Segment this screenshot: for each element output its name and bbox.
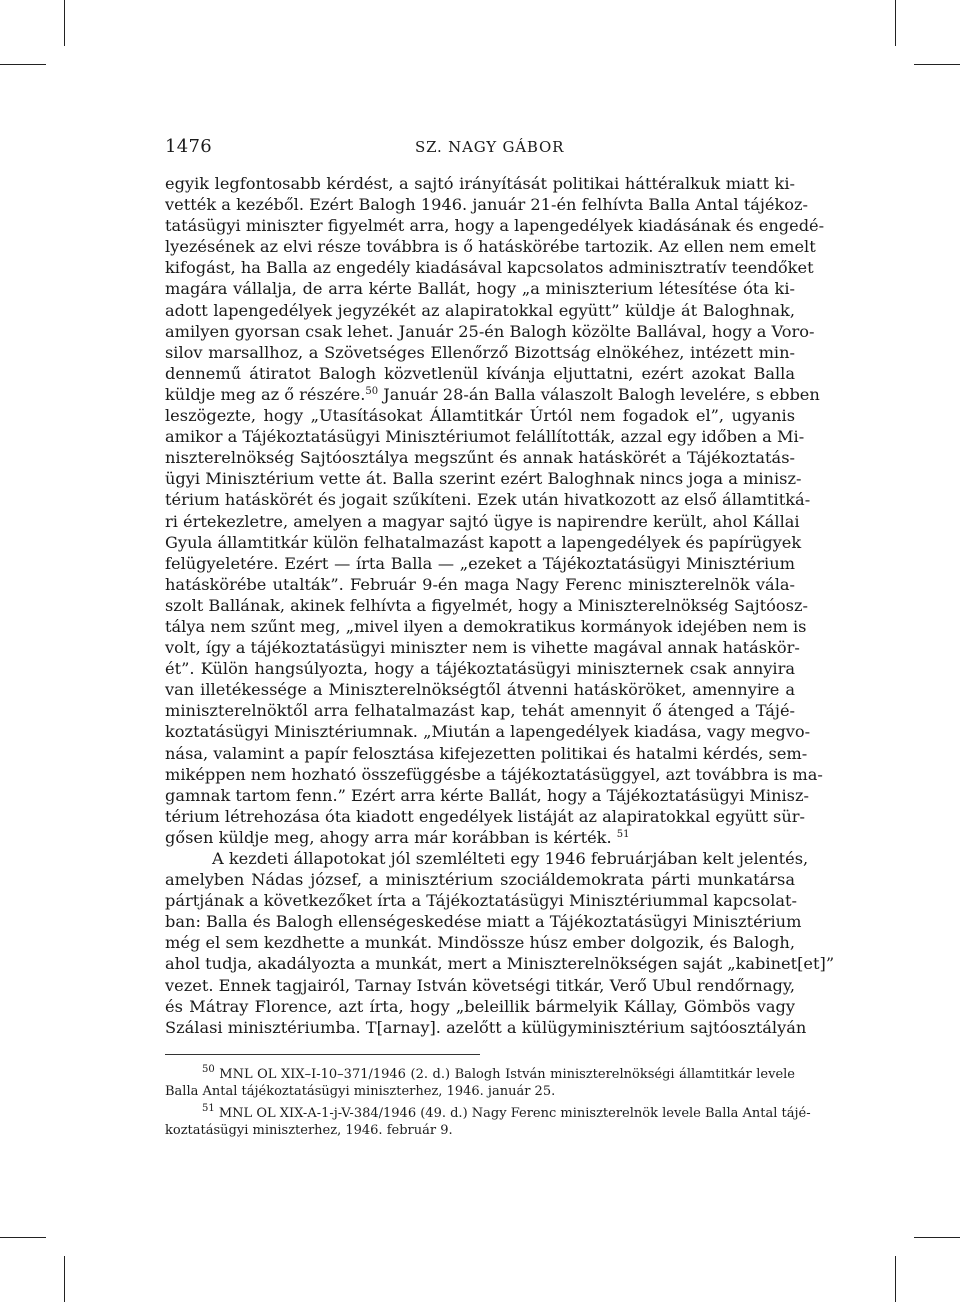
footnotes bbox=[165, 1064, 811, 1139]
body-line: koztatásügyi Minisztériumnak. „Miután a lapengedélyek kiadása, vagy megvo- bbox=[165, 722, 811, 742]
crop-mark-bottom-right-vertical bbox=[895, 1256, 896, 1302]
body-line: volt, így a tájékoztatásügyi miniszter nem is vihette magával annak hatáskör- bbox=[165, 638, 800, 658]
footnote-51-line-2: koztatásügyi miniszterhez, 1946. február 9. bbox=[165, 1123, 453, 1138]
body-line: ahol tudja, akadályozta a munkát, mert a Miniszterelnökségen saját „kabinet[et]” bbox=[165, 954, 835, 974]
body-line: tálya nem szűnt meg, „mivel ilyen a demokratikus kormányok idejében nem is bbox=[165, 616, 807, 636]
running-head: SZ. NAGY GÁBOR bbox=[415, 138, 565, 156]
body-line: ban: Balla és Balogh ellenségeskedése miatt a Tájékoztatásügyi Minisztérium bbox=[165, 912, 802, 932]
crop-mark-bottom-right-horizontal bbox=[914, 1237, 960, 1238]
body-line: felügyeletére. Ezért — írta Balla — „ezeket a Tájékoztatásügyi Minisztérium bbox=[165, 553, 795, 573]
body-line: még el sem kezdhette a munkát. Mindössze húsz ember dolgozik, és Balogh, bbox=[165, 933, 795, 953]
body-line: van illetékessége a Miniszterelnökségtől átvenni hatásköröket, amennyire a bbox=[165, 680, 795, 700]
body-line: niszterelnökség Sajtóosztálya megszűnt és annak hatáskörét a Tájékoztatás- bbox=[165, 448, 795, 468]
footnote-ref-50[interactable]: 50 bbox=[365, 385, 379, 397]
body-line-footnote-ref-51 bbox=[165, 827, 795, 848]
body-line-footnote-ref-50 bbox=[165, 384, 820, 405]
body-line: dennemű átiratot Balogh közvetlenül kívánja eljuttatni, ezért azokat Balla bbox=[165, 363, 795, 383]
body-line: szolt Ballának, akinek felhívta a figyelmét, hogy a Miniszterelnökség Sajtóosz- bbox=[165, 595, 808, 615]
body-line: adott lapengedélyek jegyzékét az alapiratokkal együtt” küldje át Baloghnak, bbox=[165, 300, 795, 320]
body-line-fragment: küldje meg az ő részére. bbox=[165, 384, 366, 404]
body-line: miniszterelnöktől arra felhatalmazást kap, tehát amennyit ő átenged a Tájé- bbox=[165, 701, 795, 721]
footnote-50-text-1: MNL OL XIX–I-10–371/1946 (2. d.) Balogh István miniszterelnökségi államtitkár levele bbox=[214, 1067, 795, 1082]
body-line: ri értekezletre, amelyen a magyar sajtó ügye is napirendre került, ahol Kállai bbox=[165, 511, 800, 531]
body-line: ét”. Külön hangsúlyozta, hogy a tájékoztatásügyi miniszternek csak annyira bbox=[165, 659, 795, 679]
crop-mark-bottom-left-vertical bbox=[64, 1256, 65, 1302]
body-line: nása, valamint a papír felosztása kifejezetten politikai és hatalmi kérdés, sem- bbox=[165, 743, 808, 763]
crop-mark-bottom-left-horizontal bbox=[0, 1237, 46, 1238]
body-line: lyezésének az elvi része továbbra is ő hatáskörébe tartozik. Az ellen nem emelt bbox=[165, 237, 816, 257]
crop-mark-top-right-vertical bbox=[895, 0, 896, 46]
footnote-separator bbox=[165, 1054, 480, 1055]
body-line: egyik legfontosabb kérdést, a sajtó irányítását politikai háttéralkuk miatt ki- bbox=[165, 174, 795, 193]
body-line: magára vállalja, de arra kérte Ballát, hogy „a miniszterium létesítése óta ki- bbox=[165, 279, 795, 299]
crop-mark-top-left-vertical bbox=[64, 0, 65, 46]
page-number: 1476 bbox=[165, 136, 213, 157]
body-line-fragment: Január 28-án Balla válaszolt Balogh levelére, s ebben bbox=[378, 384, 820, 404]
body-line: amelyben Nádas józsef, a minisztérium szociáldemokrata párti munkatársa bbox=[165, 870, 795, 890]
footnote-51-line-1 bbox=[165, 1103, 811, 1122]
body-line: pártjának a következőket írta a Tájékoztatásügyi Minisztériummal kapcsolat- bbox=[165, 891, 798, 911]
body-line: amilyen gyorsan csak lehet. Január 25-én Balogh közölte Ballával, hogy a Voro- bbox=[165, 321, 815, 341]
body-line: A kezdeti állapotokat jól szemlélteti egy 1946 februárjában kelt jelentés, bbox=[212, 849, 809, 868]
body-line: vezet. Ennek tagjairól, Tarnay István követségi titkár, Verő Ubul rendőrnagy, bbox=[165, 975, 795, 995]
footnote-50-line-1 bbox=[165, 1066, 795, 1083]
body-line: Gyula államtitkár külön felhatalmazást kapott a lapengedélyek és papírügyek bbox=[165, 532, 802, 552]
body-line: Szálasi minisztériumba. T[arnay]. azelőtt a külügyminisztérium sajtóosztályán bbox=[165, 1017, 807, 1037]
body-line: és Mátray Florence, azt írta, hogy „beleillik bármelyik Kállay, Gömbös vagy bbox=[165, 996, 795, 1016]
body-line: hatáskörébe utalták”. Február 9-én maga Nagy Ferenc miniszterelnök vála- bbox=[165, 574, 795, 594]
footnote-ref-51[interactable]: 51 bbox=[616, 828, 630, 840]
body-line: miképpen nem hozható összefüggésbe a tájékoztatásüggyel, azt továbbra is ma- bbox=[165, 764, 823, 784]
footnote-51-text-1: MNL OL XIX-A-1-j-V-384/1946 (49. d.) Nagy Ferenc miniszterelnök levele Balla Antal tájé- bbox=[214, 1106, 811, 1121]
body-line: térium hatáskörét és jogait szűkíteni. Ezek után hivatkozott az első államtitká- bbox=[165, 490, 811, 510]
body-text bbox=[165, 173, 835, 1038]
body-line: tatásügyi miniszter figyelmét arra, hogy a lapengedélyek kiadásának és engedé- bbox=[165, 216, 825, 236]
body-line: kifogást, ha Balla az engedély kiadásával kapcsolatos adminisztratív teendőket bbox=[165, 258, 814, 278]
body-line: amikor a Tájékoztatásügyi Minisztériumot felállították, azzal egy időben a Mi- bbox=[165, 427, 805, 447]
footnote-51-number: 51 bbox=[202, 1103, 215, 1114]
crop-mark-top-right-horizontal bbox=[914, 64, 960, 65]
footnote-50-number: 50 bbox=[202, 1064, 215, 1075]
body-line: silov marsallhoz, a Szövetséges Ellenőrző Bizottság elnökéhez, intézett min- bbox=[165, 342, 795, 362]
body-line: vették a kezéből. Ezért Balogh 1946. január 21-én felhívta Balla Antal tájékoz- bbox=[165, 195, 809, 215]
crop-mark-top-left-horizontal bbox=[0, 64, 46, 65]
body-line: leszögezte, hogy „Utasításokat Államtitkár Úrtól nem fogadok el”, ugyanis bbox=[165, 406, 795, 426]
body-line: ügyi Minisztérium vette át. Balla szerint ezért Baloghnak nincs joga a minisz- bbox=[165, 469, 802, 489]
body-line-fragment: gősen küldje meg, ahogy arra már korábban is kérték. bbox=[165, 827, 617, 847]
body-line: gamnak tartom fenn.” Ezért arra kérte Ballát, hogy a Tájékoztatásügyi Minisz- bbox=[165, 785, 809, 805]
body-line: térium létrehozása óta kiadott engedélyek listáját az alapiratokkal együtt sür- bbox=[165, 806, 805, 826]
footnote-50-line-2: Balla Antal tájékoztatásügyi miniszterhez, 1946. január 25. bbox=[165, 1084, 556, 1099]
